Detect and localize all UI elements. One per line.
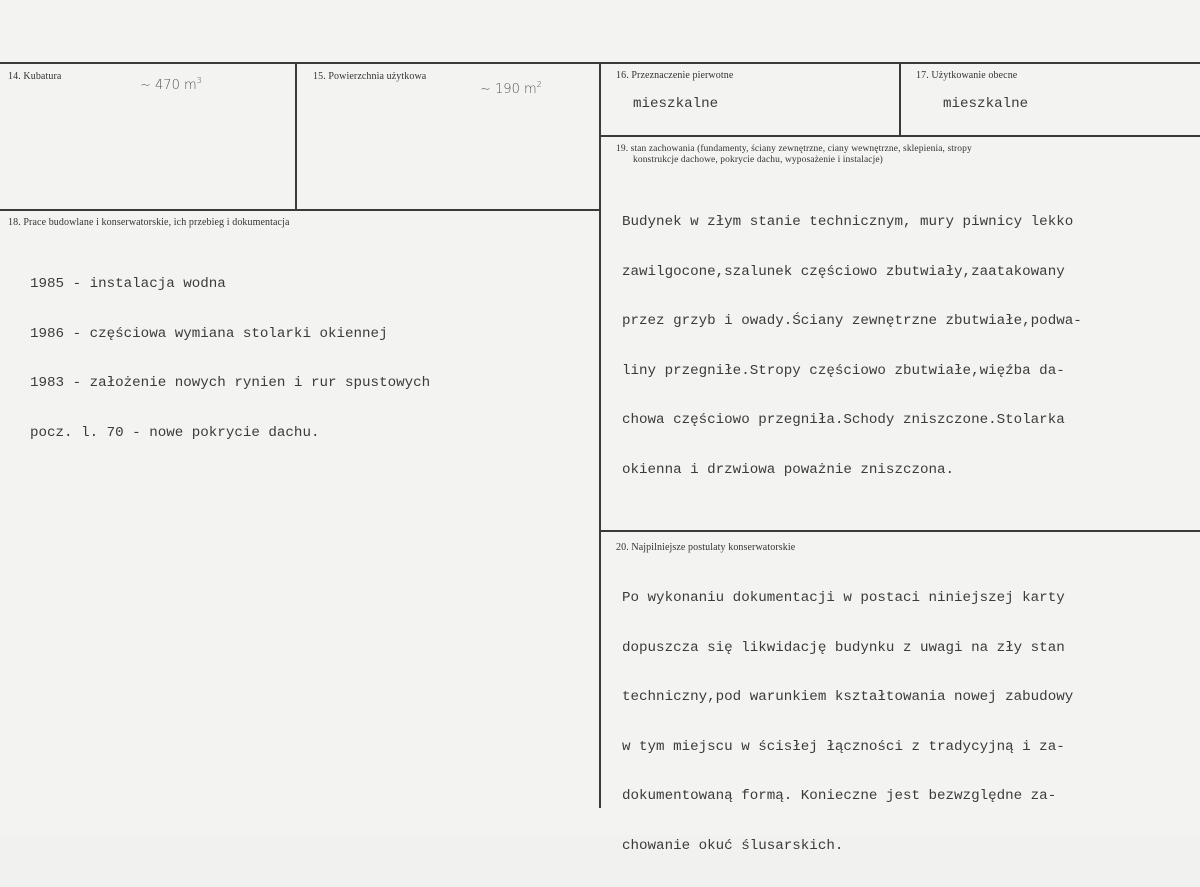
postulaty-line: Po wykonaniu dokumentacji w postaci niniejszej karty — [622, 590, 1065, 606]
postulaty-line: chowanie okuć ślusarskich. — [622, 837, 844, 854]
prace-line: 1985 - instalacja wodna — [30, 276, 226, 292]
przeznaczenie-value: mieszkalne — [633, 96, 719, 112]
stan-line: chowa częściowo przegniła.Schody zniszczone.Stolarka — [622, 412, 1065, 428]
stan-label-line-1: 19. stan zachowania (fundamenty, ściany zewnętrzne, ciany wewnętrzne, sklepienia, stropy — [616, 144, 972, 154]
divider-16-17 — [899, 62, 901, 136]
postulaty-line: dopuszcza się likwidację budynku z uwagi na zły stan — [622, 639, 1065, 656]
stan-line: liny przegniłe.Stropy częściowo zbutwiałe,więźba da- — [622, 362, 1065, 379]
prace-line: 1986 - częściowa wymiana stolarki okiennej — [30, 325, 388, 342]
przeznaczenie-label: 16. Przeznaczenie pierwotne — [616, 70, 734, 81]
line-above-20 — [600, 530, 1200, 532]
prace-line: pocz. l. 70 - nowe pokrycie dachu. — [30, 424, 320, 441]
postulaty-line: dokumentowaną formą. Konieczne jest bezwzględne za- — [622, 788, 1057, 804]
postulaty-line: techniczny,pod warunkiem kształtowania nowej zabudowy — [622, 689, 1074, 705]
center-divider — [599, 62, 601, 808]
postulaty-label: 20. Najpilniejsze postulaty konserwatorskie — [616, 542, 796, 553]
uzytkowanie-value: mieszkalne — [943, 96, 1029, 112]
stan-label-line-2: konstrukcje dachowe, pokrycie dachu, wyposażenie i instalacje) — [633, 155, 883, 165]
stan-line: przez grzyb i owady.Ściany zewnętrzne zbutwiałe,podwa- — [622, 313, 1082, 329]
kubatura-label: 14. Kubatura — [8, 71, 62, 82]
stan-line: zawilgocone,szalunek częściowo zbutwiały,zaatakowany — [622, 263, 1065, 280]
prace-line: 1983 - założenie nowych rynien i rur spustowych — [30, 375, 431, 391]
prace-text — [30, 243, 430, 474]
divider-14-15 — [295, 62, 297, 210]
powierzchnia-label: 15. Powierzchnia użytkowa — [313, 71, 427, 82]
prace-label: 18. Prace budowlane i konserwatorskie, ich przebieg i dokumentacja — [8, 217, 290, 228]
stan-line: Budynek w złym stanie technicznym, mury piwnicy lekko — [622, 214, 1074, 230]
postulaty-line: w tym miejscu w ścisłej łączności z tradycyjną i za- — [622, 738, 1065, 755]
powierzchnia-value: ~ 190 $m^2$ — [480, 80, 542, 97]
line-under-14-15 — [0, 209, 600, 211]
line-under-16-17 — [600, 135, 1200, 137]
kubatura-value: ~ 470 $m^3$ — [140, 76, 202, 93]
uzytkowanie-label: 17. Użytkowanie obecne — [916, 70, 1018, 81]
stan-line: okienna i drzwiowa poważnie zniszczona. — [622, 461, 955, 478]
postulaty-text — [622, 557, 1073, 887]
stan-text — [622, 181, 1082, 511]
